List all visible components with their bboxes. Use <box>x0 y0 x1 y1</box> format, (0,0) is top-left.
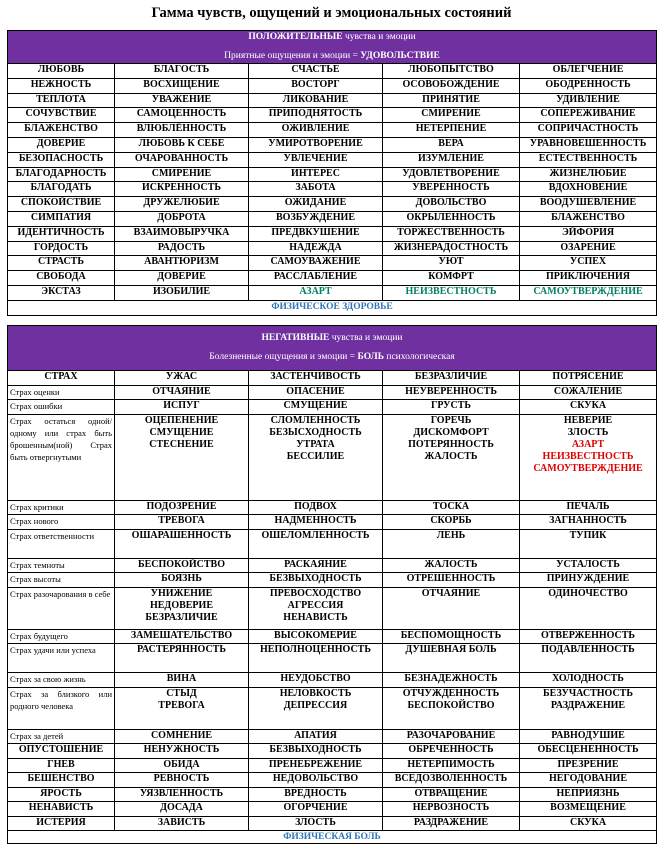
negative-cell <box>383 687 520 729</box>
positive-cell: ДОВЕРИЕ <box>115 271 249 286</box>
positive-cell: УВЕРЕННОСТЬ <box>383 182 520 197</box>
negative-row-label: Страх удачи или успеха <box>8 644 115 673</box>
negative-cell-line: ЖАЛОСТЬ <box>424 450 478 462</box>
positive-table <box>7 30 657 316</box>
negative-row <box>8 385 657 400</box>
negative-cell: ТОСКА <box>383 500 520 515</box>
positive-row <box>8 108 657 123</box>
negative-cell-line: ДЕПРЕССИЯ <box>283 699 348 711</box>
negative-row-label: ОПУСТОШЕНИЕ <box>8 744 115 759</box>
negative-cell: СМУЩЕНИЕ <box>249 400 383 415</box>
negative-row-label: БЕШЕНСТВО <box>8 773 115 788</box>
negative-cell: ЗАГНАННОСТЬ <box>520 515 657 530</box>
positive-cell: СМИРЕНИЕ <box>115 167 249 182</box>
positive-header <box>8 31 657 64</box>
positive-row <box>8 64 657 79</box>
positive-cell: СИМПАТИЯ <box>8 211 115 226</box>
negative-cell: ПЕЧАЛЬ <box>520 500 657 515</box>
negative-cell: РАЗОЧАРОВАНИЕ <box>383 729 520 744</box>
negative-cell: БЕЗРАЗЛИЧИЕ <box>383 371 520 386</box>
negative-row <box>8 515 657 530</box>
negative-cell: ВОЗМЕЩЕНИЕ <box>520 802 657 817</box>
negative-cell: БЕСПОКОЙСТВО <box>115 558 249 573</box>
negative-cell-line: РАЗДРАЖЕНИЕ <box>550 699 626 711</box>
negative-cell: ОТРЕШЕННОСТЬ <box>383 573 520 588</box>
positive-cell: ОЧАРОВАННОСТЬ <box>115 152 249 167</box>
positive-cell: ИДЕНТИЧНОСТЬ <box>8 226 115 241</box>
positive-row <box>8 226 657 241</box>
positive-cell: КОМФРТ <box>383 271 520 286</box>
positive-cell: ЖИЗНЕЛЮБИЕ <box>520 167 657 182</box>
negative-cell-line: ДИСКОМФОРТ <box>413 426 489 438</box>
negative-cell-line: ПОТЕРЯННОСТЬ <box>408 438 494 450</box>
positive-cell: ИСКРЕННОСТЬ <box>115 182 249 197</box>
negative-row <box>8 758 657 773</box>
negative-cell-line: НЕВЕРИЕ <box>563 414 613 426</box>
negative-row-label: ЯРОСТЬ <box>8 787 115 802</box>
positive-cell: СОЧУВСТВИЕ <box>8 108 115 123</box>
positive-cell: НЕЖНОСТЬ <box>8 78 115 93</box>
positive-cell: БЛАГОДАТЬ <box>8 182 115 197</box>
negative-cell: ОТЧАЯНИЕ <box>115 385 249 400</box>
negative-row <box>8 371 657 386</box>
negative-cell: ОГОРЧЕНИЕ <box>249 802 383 817</box>
negative-subheader-word: БОЛЬ <box>357 352 384 362</box>
negative-cell: НЕПРИЯЗНЬ <box>520 787 657 802</box>
positive-cell: РАДОСТЬ <box>115 241 249 256</box>
negative-row <box>8 573 657 588</box>
positive-cell: ТОРЖЕСТВЕННОСТЬ <box>383 226 520 241</box>
negative-cell-line: АЗАРТ <box>571 438 605 450</box>
negative-row-label: Страх за детей <box>8 729 115 744</box>
negative-cell-line: СЛОМЛЕННОСТЬ <box>270 414 361 426</box>
positive-subheader-pre: Приятные ощущения и эмоции = <box>224 51 358 61</box>
negative-row <box>8 400 657 415</box>
positive-cell: ОСОВОБОЖДЕНИЕ <box>383 78 520 93</box>
negative-header-word: НЕГАТИВНЫЕ <box>261 333 330 343</box>
negative-row-label: ИСТЕРИЯ <box>8 816 115 831</box>
positive-cell: ЛЮБОВЬ К СЕБЕ <box>115 137 249 152</box>
positive-cell: УМИРОТВОРЕНИЕ <box>249 137 383 152</box>
negative-cell: ДОСАДА <box>115 802 249 817</box>
positive-cell: СОПРИЧАСТНОСТЬ <box>520 123 657 138</box>
positive-cell: ИНТЕРЕС <box>249 167 383 182</box>
positive-cell: ВЗАИМОВЫРУЧКА <box>115 226 249 241</box>
negative-row-label: НЕНАВИСТЬ <box>8 802 115 817</box>
positive-row <box>8 137 657 152</box>
negative-cell: АПАТИЯ <box>249 729 383 744</box>
positive-cell: ЭЙФОРИЯ <box>520 226 657 241</box>
negative-cell: УЖАС <box>115 371 249 386</box>
negative-cell: НЕНУЖНОСТЬ <box>115 744 249 759</box>
positive-cell: ОБЛЕГЧЕНИЕ <box>520 64 657 79</box>
negative-cell: БЕЗВЫХОДНОСТЬ <box>249 744 383 759</box>
negative-cell: ПРЕНЕБРЕЖЕНИЕ <box>249 758 383 773</box>
negative-row <box>8 414 657 500</box>
positive-row <box>8 197 657 212</box>
positive-cell: ВООДУШЕВЛЕНИЕ <box>520 197 657 212</box>
negative-cell: ВЫСОКОМЕРИЕ <box>249 629 383 644</box>
positive-cell: ЛЮБОПЫТСТВО <box>383 64 520 79</box>
negative-header-rest: чувства и эмоции <box>331 333 403 343</box>
negative-row <box>8 729 657 744</box>
negative-row <box>8 816 657 831</box>
positive-cell: ВОЗБУЖДЕНИЕ <box>249 211 383 226</box>
negative-row <box>8 500 657 515</box>
negative-rows <box>8 371 657 831</box>
negative-cell: БОЯЗНЬ <box>115 573 249 588</box>
positive-cell: ПРЕДВКУШЕНИЕ <box>249 226 383 241</box>
positive-cell: УРАВНОВЕШЕННОСТЬ <box>520 137 657 152</box>
negative-cell: ОБЕСЦЕНЕННОСТЬ <box>520 744 657 759</box>
negative-cell <box>115 587 249 629</box>
negative-subheader-pre: Болезненные ощущения и эмоции = <box>209 352 356 362</box>
negative-cell: НЕПОЛНОЦЕННОСТЬ <box>249 644 383 673</box>
negative-cell: НЕДОВОЛЬСТВО <box>249 773 383 788</box>
positive-cell: СМИРЕНИЕ <box>383 108 520 123</box>
negative-cell: ОШАРАШЕННОСТЬ <box>115 529 249 558</box>
negative-cell: ПРЕЗРЕНИЕ <box>520 758 657 773</box>
negative-cell-line: ОДИНОЧЕСТВО <box>548 587 628 599</box>
negative-cell <box>520 687 657 729</box>
negative-cell-line: СМУЩЕНИЕ <box>149 426 214 438</box>
negative-cell: ЗЛОСТЬ <box>249 816 383 831</box>
negative-cell: ПОДВОХ <box>249 500 383 515</box>
negative-cell: БЕСПОМОЩНОСТЬ <box>383 629 520 644</box>
negative-cell: ПОДОЗРЕНИЕ <box>115 500 249 515</box>
positive-row <box>8 152 657 167</box>
negative-row-label: ГНЕВ <box>8 758 115 773</box>
negative-cell-line: САМОУТВЕРЖДЕНИЕ <box>533 462 643 474</box>
positive-cell: СЧАСТЬЕ <box>249 64 383 79</box>
negative-row-label: Страх за близкого или родного человека <box>8 687 115 729</box>
negative-cell-line: НЕИЗВЕСТНОСТЬ <box>542 450 634 462</box>
positive-cell: ОЗАРЕНИЕ <box>520 241 657 256</box>
negative-row-label: Страх нового <box>8 515 115 530</box>
negative-table <box>7 325 657 844</box>
positive-cell: УВАЖЕНИЕ <box>115 93 249 108</box>
positive-cell: УДИВЛЕНИЕ <box>520 93 657 108</box>
positive-cell: АЗАРТ <box>249 285 383 300</box>
negative-row <box>8 773 657 788</box>
negative-row <box>8 587 657 629</box>
positive-cell: ЭКСТАЗ <box>8 285 115 300</box>
negative-cell: ХОЛОДНОСТЬ <box>520 673 657 688</box>
negative-cell-line: АГРЕССИЯ <box>287 599 344 611</box>
positive-cell: УЮТ <box>383 256 520 271</box>
negative-header <box>8 326 657 371</box>
negative-row-label: Страх ошибки <box>8 400 115 415</box>
negative-row-label: Страх разочарования в себе <box>8 587 115 629</box>
negative-cell: РАВНОДУШИЕ <box>520 729 657 744</box>
negative-row <box>8 673 657 688</box>
positive-row <box>8 271 657 286</box>
negative-cell: БЕЗНАДЕЖНОСТЬ <box>383 673 520 688</box>
negative-row <box>8 802 657 817</box>
positive-cell: ДРУЖЕЛЮБИЕ <box>115 197 249 212</box>
positive-cell: БЛАГОСТЬ <box>115 64 249 79</box>
positive-cell: БЛАЖЕНСТВО <box>520 211 657 226</box>
positive-cell: НЕИЗВЕСТНОСТЬ <box>383 285 520 300</box>
negative-cell: ПОДАВЛЕННОСТЬ <box>520 644 657 673</box>
positive-cell: ОЖИВЛЕНИЕ <box>249 123 383 138</box>
negative-cell: РАЗДРАЖЕНИЕ <box>383 816 520 831</box>
negative-cell: НАДМЕННОСТЬ <box>249 515 383 530</box>
positive-row <box>8 285 657 300</box>
positive-cell: ЖИЗНЕРАДОСТНОСТЬ <box>383 241 520 256</box>
positive-cell: ВЕРА <box>383 137 520 152</box>
positive-row <box>8 93 657 108</box>
negative-row-label: СТРАХ <box>8 371 115 386</box>
positive-cell: ПРИКЛЮЧЕНИЯ <box>520 271 657 286</box>
negative-cell: ОТВЕРЖЕННОСТЬ <box>520 629 657 644</box>
negative-subheader-post: психологическая <box>386 352 455 362</box>
negative-cell <box>249 687 383 729</box>
negative-cell: БЕЗВЫХОДНОСТЬ <box>249 573 383 588</box>
negative-cell-line: ПРЕВОСХОДСТВО <box>269 587 362 599</box>
negative-row-label: Страх ответственности <box>8 529 115 558</box>
positive-cell: СОПЕРЕЖИВАНИЕ <box>520 108 657 123</box>
positive-cell: ДОБРОТА <box>115 211 249 226</box>
negative-row-label: Страх будущего <box>8 629 115 644</box>
positive-rows <box>8 64 657 301</box>
positive-cell: СТРАСТЬ <box>8 256 115 271</box>
negative-cell: ОБИДА <box>115 758 249 773</box>
negative-footer: ФИЗИЧЕСКАЯ БОЛЬ <box>8 831 657 844</box>
positive-cell: УДОВЛЕТВОРЕНИЕ <box>383 167 520 182</box>
negative-cell: ИСПУГ <box>115 400 249 415</box>
negative-cell: ТРЕВОГА <box>115 515 249 530</box>
negative-cell-line: БЕССИЛИЕ <box>286 450 345 462</box>
positive-cell: ЕСТЕСТВЕННОСТЬ <box>520 152 657 167</box>
negative-row-label: Страх критики <box>8 500 115 515</box>
positive-cell: СВОБОДА <box>8 271 115 286</box>
negative-cell: УЯЗВЛЕННОСТЬ <box>115 787 249 802</box>
negative-cell <box>249 587 383 629</box>
negative-cell: СОМНЕНИЕ <box>115 729 249 744</box>
positive-cell: САМОУВАЖЕНИЕ <box>249 256 383 271</box>
positive-cell: ОЖИДАНИЕ <box>249 197 383 212</box>
negative-row-label: Страх высоты <box>8 573 115 588</box>
positive-cell: БЕЗОПАСНОСТЬ <box>8 152 115 167</box>
positive-cell: НАДЕЖДА <box>249 241 383 256</box>
positive-cell: УВЛЕЧЕНИЕ <box>249 152 383 167</box>
positive-row <box>8 167 657 182</box>
negative-cell: НЕУДОБСТВО <box>249 673 383 688</box>
negative-cell <box>383 414 520 500</box>
positive-cell: СПОКОЙСТВИЕ <box>8 197 115 212</box>
negative-cell: ЖАЛОСТЬ <box>383 558 520 573</box>
negative-cell <box>115 414 249 500</box>
negative-cell-line: ЗЛОСТЬ <box>567 426 609 438</box>
positive-cell: ТЕПЛОТА <box>8 93 115 108</box>
negative-cell-line: УТРАТА <box>296 438 335 450</box>
positive-cell: ДОВОЛЬСТВО <box>383 197 520 212</box>
negative-cell: СКУКА <box>520 816 657 831</box>
negative-cell: РАСКАЯНИЕ <box>249 558 383 573</box>
negative-row <box>8 787 657 802</box>
positive-cell: БЛАЖЕНСТВО <box>8 123 115 138</box>
negative-cell-line: УНИЖЕНИЕ <box>150 587 213 599</box>
positive-cell: ГОРДОСТЬ <box>8 241 115 256</box>
positive-cell: ПРИНЯТИЕ <box>383 93 520 108</box>
positive-cell: ОКРЫЛЕННОСТЬ <box>383 211 520 226</box>
negative-row <box>8 529 657 558</box>
negative-cell: ВСЕДОЗВОЛЕННОСТЬ <box>383 773 520 788</box>
negative-cell <box>520 587 657 629</box>
negative-cell-line: БЕСПОКОЙСТВО <box>407 699 495 711</box>
negative-cell-line: НЕНАВИСТЬ <box>283 611 348 623</box>
negative-cell-line: НЕЛОВКОСТЬ <box>279 687 352 699</box>
positive-cell: ВДОХНОВЕНИЕ <box>520 182 657 197</box>
negative-cell-line: БЕЗЫСХОДНОСТЬ <box>269 426 362 438</box>
negative-cell: НЕРВОЗНОСТЬ <box>383 802 520 817</box>
positive-cell: УСПЕХ <box>520 256 657 271</box>
negative-cell: ВРЕДНОСТЬ <box>249 787 383 802</box>
negative-row-label: Страх за свою жизнь <box>8 673 115 688</box>
negative-cell: ГРУСТЬ <box>383 400 520 415</box>
negative-cell: ПОТРЯСЕНИЕ <box>520 371 657 386</box>
negative-cell: ЗАСТЕНЧИВОСТЬ <box>249 371 383 386</box>
negative-cell: НЕТЕРПИМОСТЬ <box>383 758 520 773</box>
positive-header-word: ПОЛОЖИТЕЛЬНЫЕ <box>248 32 343 42</box>
negative-cell: ПРИНУЖДЕНИЕ <box>520 573 657 588</box>
positive-cell: БЛАГОДАРНОСТЬ <box>8 167 115 182</box>
negative-cell: ЗАМЕШАТЕЛЬСТВО <box>115 629 249 644</box>
negative-row-label: Страх темноты <box>8 558 115 573</box>
negative-row <box>8 744 657 759</box>
negative-cell-line: ОЦЕПЕНЕНИЕ <box>144 414 219 426</box>
negative-cell-line: СТЕСНЕНИЕ <box>149 438 214 450</box>
positive-row <box>8 182 657 197</box>
positive-row <box>8 241 657 256</box>
positive-cell: ДОВЕРИЕ <box>8 137 115 152</box>
positive-cell: ЛЮБОВЬ <box>8 64 115 79</box>
negative-cell-line: ОТЧАЯНИЕ <box>421 587 481 599</box>
negative-cell: ОПАСЕНИЕ <box>249 385 383 400</box>
page-title: Гамма чувств, ощущений и эмоциональных состояний <box>151 5 512 21</box>
negative-row <box>8 644 657 673</box>
negative-cell-line: ТРЕВОГА <box>158 699 205 711</box>
negative-cell: ВИНА <box>115 673 249 688</box>
negative-row-label: Страх остаться одной/одному или страх быть брошенным(ной) Страх быть отвергнутыми <box>8 414 115 500</box>
negative-cell: УСТАЛОСТЬ <box>520 558 657 573</box>
negative-row <box>8 687 657 729</box>
positive-header-rest: чувства и эмоции <box>344 32 416 42</box>
negative-cell-line: ГОРЕЧЬ <box>430 414 472 426</box>
negative-cell-line: ОТЧУЖДЕННОСТЬ <box>402 687 500 699</box>
positive-subheader-word: УДОВОЛЬСТВИЕ <box>360 51 440 61</box>
positive-cell: САМОУТВЕРЖДЕНИЕ <box>520 285 657 300</box>
positive-cell: ЗАБОТА <box>249 182 383 197</box>
negative-cell <box>383 587 520 629</box>
negative-cell-line: БЕЗРАЗЛИЧИЕ <box>145 611 218 623</box>
negative-cell <box>115 687 249 729</box>
positive-cell: ВОСХИЩЕНИЕ <box>115 78 249 93</box>
positive-row <box>8 78 657 93</box>
negative-cell: СКУКА <box>520 400 657 415</box>
positive-cell: РАССЛАБЛЕНИЕ <box>249 271 383 286</box>
negative-row <box>8 558 657 573</box>
negative-cell <box>249 414 383 500</box>
negative-cell: СОЖАЛЕНИЕ <box>520 385 657 400</box>
negative-cell: ОТВРАЩЕНИЕ <box>383 787 520 802</box>
negative-cell: НЕГОДОВАНИЕ <box>520 773 657 788</box>
negative-cell-line: БЕЗУЧАСТНОСТЬ <box>543 687 633 699</box>
negative-cell: ОБРЕЧЕННОСТЬ <box>383 744 520 759</box>
positive-cell: САМОЦЕННОСТЬ <box>115 108 249 123</box>
negative-cell: РАСТЕРЯННОСТЬ <box>115 644 249 673</box>
positive-cell: ЛИКОВАНИЕ <box>249 93 383 108</box>
negative-cell: ОШЕЛОМЛЕННОСТЬ <box>249 529 383 558</box>
negative-cell: ТУПИК <box>520 529 657 558</box>
positive-row <box>8 256 657 271</box>
negative-row <box>8 629 657 644</box>
negative-cell: НЕУВЕРЕННОСТЬ <box>383 385 520 400</box>
positive-cell: ОБОДРЕННОСТЬ <box>520 78 657 93</box>
positive-cell: ВЛЮБЛЁННОСТЬ <box>115 123 249 138</box>
positive-cell: ВОСТОРГ <box>249 78 383 93</box>
positive-cell: НЕТЕРПЕНИЕ <box>383 123 520 138</box>
negative-cell: ЗАВИСТЬ <box>115 816 249 831</box>
positive-row <box>8 123 657 138</box>
negative-cell-line: СТЫД <box>166 687 197 699</box>
positive-cell: АВАНТЮРИЗМ <box>115 256 249 271</box>
negative-cell: ЛЕНЬ <box>383 529 520 558</box>
negative-cell-line: НЕДОВЕРИЕ <box>149 599 213 611</box>
negative-cell: ДУШЕВНАЯ БОЛЬ <box>383 644 520 673</box>
negative-cell: СКОРБЬ <box>383 515 520 530</box>
positive-footer: ФИЗИЧЕСКОЕ ЗДОРОВЬЕ <box>8 300 657 315</box>
positive-cell: ИЗУМЛЕНИЕ <box>383 152 520 167</box>
positive-row <box>8 211 657 226</box>
negative-cell: РЕВНОСТЬ <box>115 773 249 788</box>
negative-cell <box>520 414 657 500</box>
positive-cell: ПРИПОДНЯТОСТЬ <box>249 108 383 123</box>
negative-row-label: Страх оценки <box>8 385 115 400</box>
positive-cell: ИЗОБИЛИЕ <box>115 285 249 300</box>
